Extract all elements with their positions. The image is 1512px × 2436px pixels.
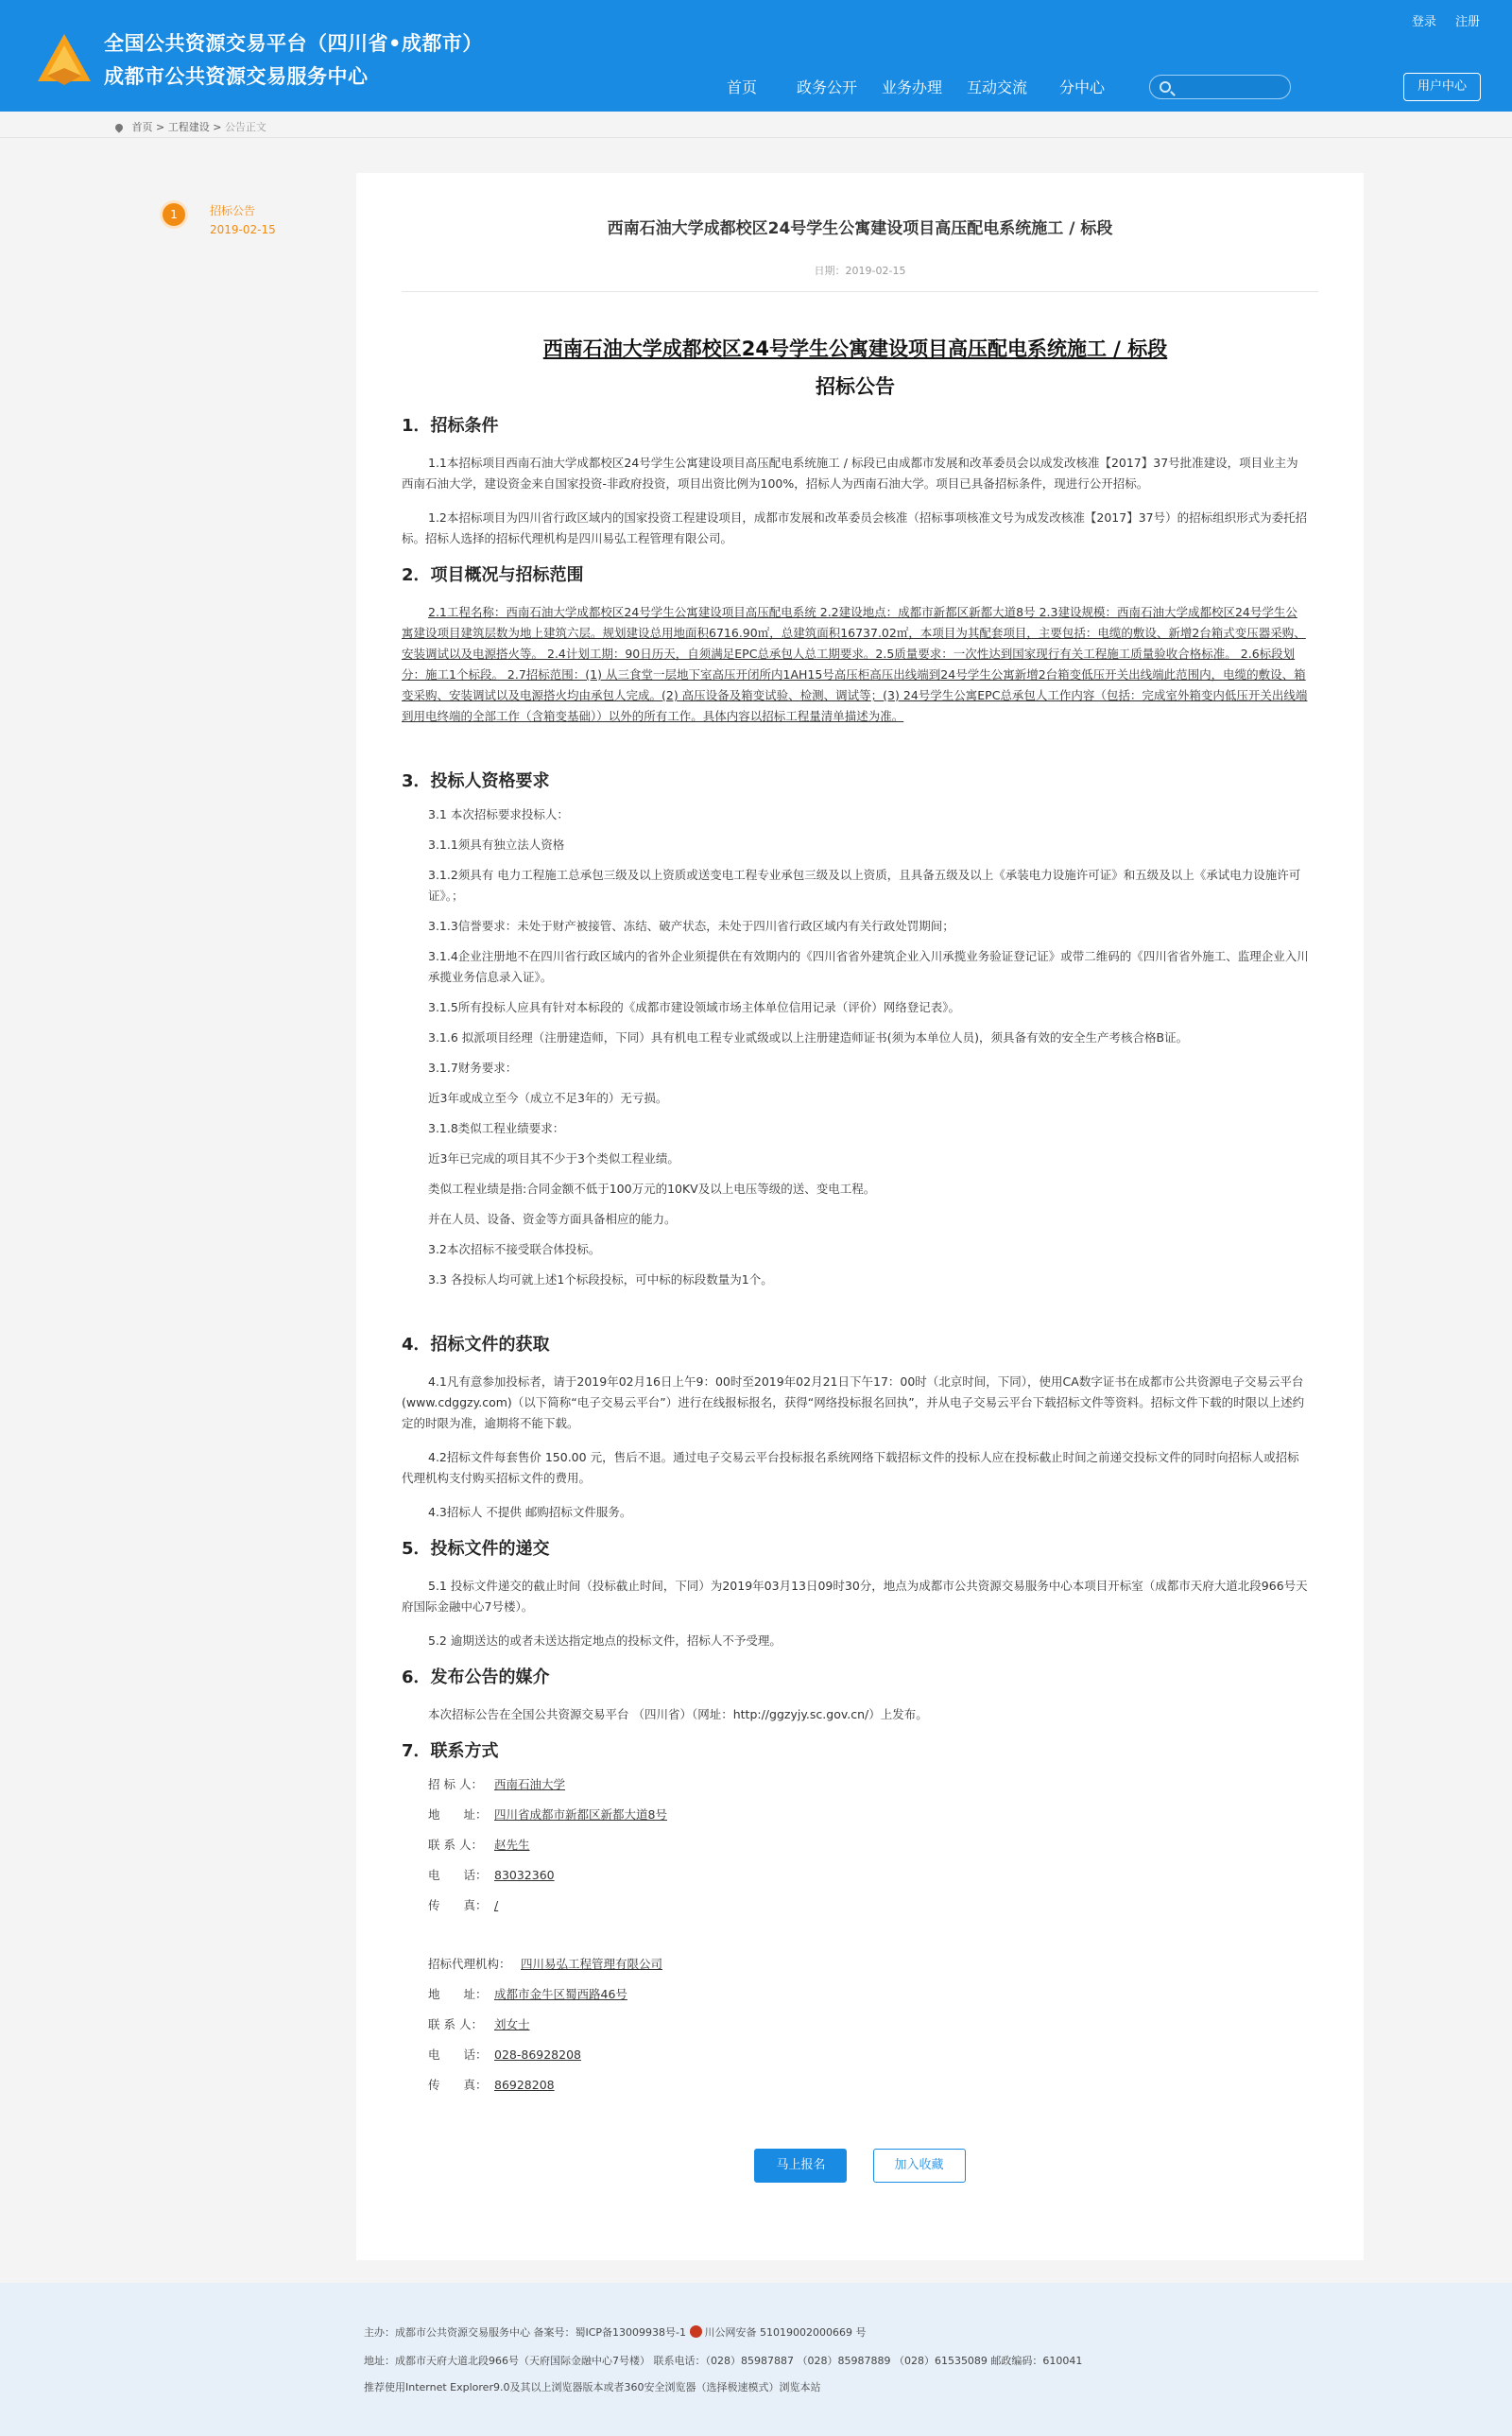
register-link[interactable]: 注册: [1454, 15, 1480, 29]
search-box: [1149, 75, 1291, 99]
site-header: [0, 0, 1512, 112]
footer-line: 主办：成都市公共资源交易服务中心 备案号：蜀ICP备13009938号-1 川公网安备 51019002000669 号: [364, 2326, 867, 2339]
contact-row: 地 址： 四川省成都市新都区新都大道8号: [428, 1807, 667, 1822]
footer-address: 地址：成都市天府大道北段966号（天府国际金融中心7号楼） 联系电话：（028）85987887 （028）85987889 （028）61535089 邮政编码：610041: [364, 2355, 1083, 2367]
contact-row: 地 址： 成都市金牛区蜀西路46号: [428, 1987, 627, 2001]
section-heading: 7．联系方式: [402, 1741, 499, 1761]
top-links: [1397, 11, 1480, 29]
contact-row: 电 话： 028-86928208: [428, 2047, 581, 2062]
contact-row: 传 真： 86928208: [428, 2078, 555, 2092]
list-item: 并在人员、设备、资金等方面具备相应的能力。: [428, 1212, 677, 1226]
paragraph: 5.2 逾期送达的或者未送达指定地点的投标文件，招标人不予受理。: [428, 1633, 782, 1648]
nav-business[interactable]: 业务办理: [881, 78, 942, 96]
paragraph: 1.2本招标项目为四川省行政区域内的国家投资工程建设项目，成都市发展和改革委员会核准（招标事项核准文号为成发改核准【2017】37号）的招标组织形式为委托招标。招标人选择的招标代理机构是四川易弘工程管理有限公司。: [402, 510, 1308, 545]
divider: [402, 291, 1318, 292]
paragraph: 2.1工程名称：西南石油大学成都校区24号学生公寓建设项目高压配电系统 2.2建设地点：成都市新都区新都大道8号 2.3建设规模：西南石油大学成都校区24号学生公寓建设项目建筑层数为地上建筑六层。规划建设总用地面积6716.90㎡，总建筑面积16737.02㎡，本项目为其配套项目，主要包括：电缆的敷设、新增2台箱式变压器采购、安装调试以及电源搭火等。 2.4计划工期：90日历天，自须满足EPC总承包人总工期要求。2.5质量要求：一次性达到国家现行有关工程施工质量验收合格标准。 2.6标段划分：施工1个标段。 2.7招标范围：(1) 从三食堂一层地下室高压开闭所内1AH15号高压柜高压出线端到24号学生公寓新增2台箱变低压开关出线端此范围内，电缆的敷设、箱变采购、安装调试以及电源搭火均由承包人完成。(2) 高压设备及箱变试验、检测、调试等；(3) 24号学生公寓EPC总承包人工作内容（包括：完成室外箱变内低压开关出线端到用电终端的全部工作（含箱变基础））以外的所有工作。具体内容以招标工程量清单描述为准。: [402, 605, 1308, 723]
list-item: 3.1.1须具有独立法人资格: [428, 838, 565, 852]
document-title: 西南石油大学成都校区24号学生公寓建设项目高压配电系统施工 / 标段: [542, 337, 1168, 360]
contact-row: 招标代理机构： 四川易弘工程管理有限公司: [428, 1957, 663, 1971]
list-item: 3.1.5所有投标人应具有针对本标段的《成都市建设领域市场主体单位信用记录（评价）网络登记表》。: [428, 1000, 961, 1014]
section-heading: 5．投标文件的递交: [402, 1539, 550, 1559]
list-item: 类似工程业绩是指:合同金额不低于100万元的10KV及以上电压等级的送、变电工程。: [428, 1182, 876, 1196]
paragraph: 4.1凡有意参加投标者，请于2019年02月16日上午9：00时至2019年02月21日下午17：00时（北京时间，下同），使用CA数字证书在成都市公共资源电子交易云平台(www.cdggzy.com)（以下简称“电子交易云平台”）进行在线报标报名，获得“网络投标报名回执”，并从电子交易云平台下载招标文件等资料。招标文件下载的时限以上述约定的时限为准，逾期将不能下载。: [402, 1374, 1305, 1430]
site-title-line2: 成都市公共资源交易服务中心: [104, 65, 369, 88]
article-date: 日期：2019-02-15: [814, 265, 906, 277]
paragraph: 5.1 投标文件递交的截止时间（投标截止时间，下同）为2019年03月13日09时30分，地点为成都市公共资源交易服务中心本项目开标室（成都市天府大道北段966号天府国际金融中心7号楼）。: [402, 1579, 1308, 1614]
breadcrumb-current: 公告正文: [224, 121, 266, 133]
site-logo-icon[interactable]: [36, 32, 93, 87]
nav-interaction[interactable]: 互动交流: [966, 78, 1027, 96]
police-badge-icon: [690, 2325, 702, 2338]
contact-row: 传 真： /: [428, 1898, 499, 1912]
breadcrumb: [115, 119, 266, 134]
section-heading: 4．招标文件的获取: [402, 1335, 550, 1355]
paragraph: 4.3招标人 不提供 邮购招标文件服务。: [428, 1505, 632, 1519]
article-body: [402, 334, 1309, 2096]
timeline-step-date: 2019-02-15: [210, 223, 276, 236]
footer-browser-tip: 推荐使用Internet Explorer9.0及其以上浏览器版本或者360安全浏览器（选择极速模式）浏览本站: [364, 2381, 821, 2393]
timeline-step-badge: 1: [163, 203, 185, 226]
breadcrumb-separator: >: [213, 121, 222, 133]
section-heading: 6．发布公告的媒介: [402, 1667, 550, 1687]
search-icon[interactable]: [1160, 81, 1171, 93]
section-heading: 3．投标人资格要求: [402, 771, 550, 791]
site-footer: [0, 2283, 1512, 2436]
user-center-button[interactable]: 用户中心: [1403, 73, 1481, 101]
list-item: 近3年已完成的项目其不少于3个类似工程业绩。: [428, 1151, 679, 1166]
list-item: 3.1.2须具有 电力工程施工总承包三级及以上资质或送变电工程专业承包三级及以上资质，且具备五级及以上《承装电力设施许可证》和五级及以上《承试电力设施许可证》。；: [428, 868, 1301, 903]
site-title-line1: 全国公共资源交易平台（四川省•成都市）: [104, 32, 483, 55]
action-buttons: [356, 2149, 1364, 2183]
list-item: 3.2本次招标不接受联合体投标。: [428, 1242, 601, 1256]
paragraph: 1.1本招标项目西南石油大学成都校区24号学生公寓建设项目高压配电系统施工 / 标段已由成都市发展和改革委员会以成发改核准【2017】37号批准建设，项目业主为西南石油大学，建设资金来自国家投资-非政府投资，项目出资比例为100%，招标人为西南石油大学。项目已具备招标条件，现进行公开招标。: [402, 456, 1298, 491]
contact-row: 招 标 人： 西南石油大学: [428, 1777, 566, 1791]
breadcrumb-section[interactable]: 工程建设: [167, 121, 210, 133]
section-heading: 2．项目概况与招标范围: [402, 565, 584, 585]
list-item: 3.1.4企业注册地不在四川省行政区域内的省外企业须提供在有效期内的《四川省省外建筑企业入川承揽业务验证登记证》或带二维码的《四川省省外施工、监理企业入川承揽业务信息录入证》。: [428, 949, 1309, 984]
timeline-step-label[interactable]: 招标公告: [210, 204, 256, 217]
list-item: 3.1.8类似工程业绩要求：: [428, 1121, 565, 1135]
divider: [0, 137, 1512, 138]
add-favorite-button[interactable]: 加入收藏: [873, 2149, 966, 2183]
paragraph: 本次招标公告在全国公共资源交易平台 （四川省）（网址：http://ggzyjy.sc.gov.cn/）上发布。: [428, 1707, 928, 1721]
breadcrumb-separator: >: [156, 121, 165, 133]
list-item: 3.1 本次招标要求投标人：: [428, 807, 569, 821]
article-head-title: 西南石油大学成都校区24号学生公寓建设项目高压配电系统施工 / 标段: [607, 219, 1113, 238]
breadcrumb-home[interactable]: 首页: [131, 121, 153, 133]
list-item: 近3年或成立至今（成立不足3年的）无亏损。: [428, 1091, 668, 1105]
list-item: 3.1.7财务要求：: [428, 1061, 518, 1075]
search-input[interactable]: [1175, 78, 1286, 96]
main-nav: [699, 76, 1125, 97]
signup-button[interactable]: 马上报名: [754, 2149, 847, 2183]
list-item: 3.1.6 拟派项目经理（注册建造师，下同）具有机电工程专业贰级或以上注册建造师证书(须为本单位人员)，须具备有效的安全生产考核合格B证。: [428, 1030, 1189, 1045]
nav-government-affairs[interactable]: 政务公开: [796, 78, 857, 96]
nav-branch-center[interactable]: 分中心: [1058, 78, 1105, 96]
nav-home[interactable]: 首页: [726, 78, 757, 96]
list-item: 3.1.3信誉要求：未处于财产被接管、冻结、破产状态，未处于四川省行政区域内有关行政处罚期间；: [428, 919, 954, 933]
contact-row: 联 系 人： 赵先生: [428, 1838, 530, 1852]
article-card: [356, 173, 1364, 2260]
contact-row: 电 话： 83032360: [428, 1868, 555, 1882]
police-record-link[interactable]: 川公网安备 51019002000669 号: [704, 2326, 867, 2339]
paragraph: 4.2招标文件每套售价 150.00 元，售后不退。通过电子交易云平台投标报名系统网络下载招标文件的投标人应在投标截止时间之前递交投标文件的同时向招标人或招标代理机构支付购买招标文件的费用。: [402, 1450, 1299, 1485]
list-item: 3.3 各投标人均可就上述1个标段投标，可中标的标段数量为1个。: [428, 1272, 773, 1287]
login-link[interactable]: 登录: [1411, 15, 1436, 29]
contact-row: 联 系 人： 刘女士: [428, 2017, 530, 2031]
document-subtitle: 招标公告: [816, 375, 895, 398]
section-heading: 1．招标条件: [402, 416, 499, 436]
location-pin-icon: [113, 122, 124, 132]
